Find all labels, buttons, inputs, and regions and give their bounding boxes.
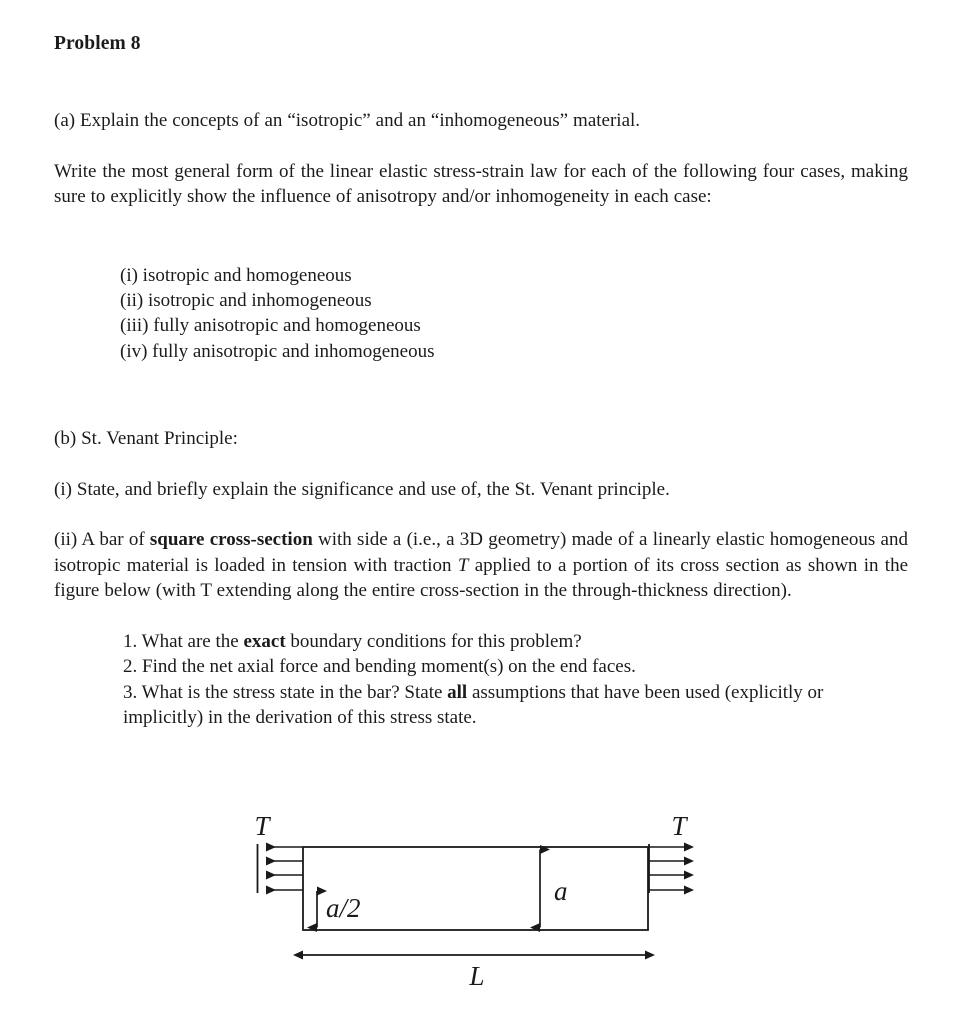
list-item xyxy=(54,654,908,680)
list-item xyxy=(54,629,908,655)
bar-traction-figure xyxy=(0,798,969,1018)
question-3-seg1: 3. What is the stress state in the bar? State xyxy=(123,681,448,703)
part-b-heading: (b) St. Venant Principle: xyxy=(54,428,238,450)
item-ii-seg1: (ii) A bar of xyxy=(54,529,150,551)
part-a-prefix: (a) xyxy=(54,110,76,132)
list-item: (i) isotropic and homogeneous xyxy=(120,264,352,286)
left-traction-arrows xyxy=(266,847,303,890)
right-traction-arrows xyxy=(648,847,684,890)
label-traction-right: T xyxy=(671,811,687,841)
label-height-a: a xyxy=(554,876,568,906)
part-b-item-ii xyxy=(54,527,908,604)
list-item: (iii) fully anisotropic and homogeneous xyxy=(120,315,421,337)
question-1-seg1: 1. What are the xyxy=(123,630,244,652)
page-title: Problem 8 xyxy=(54,33,141,54)
document-content xyxy=(54,32,908,731)
label-length-L: L xyxy=(469,961,485,991)
part-a-instruction: Write the most general form of the linear elastic stress-strain law for each of the following four cases, making sure to explicitly show the influence of anisotropy and/or inhomogeneity in each case: xyxy=(54,160,908,208)
list-item: (iv) fully anisotropic and inhomogeneous xyxy=(120,340,435,362)
question-2-seg1: 2. Find the net axial force and bending moment(s) on the end faces. xyxy=(123,656,636,678)
question-3-seg2: assumptions that have been used (explicitly or implicitly) in the derivation of this stress state. xyxy=(123,681,824,729)
part-b-item-i: (i) State, and briefly explain the significance and use of, the St. Venant principle. xyxy=(54,478,670,500)
part-a-intro xyxy=(54,108,908,134)
question-1-bold-exact: exact xyxy=(243,630,286,652)
label-height-a-half: a/2 xyxy=(326,893,361,923)
part-b-question-list xyxy=(54,629,908,731)
list-item: (ii) isotropic and inhomogeneous xyxy=(120,290,372,312)
item-ii-traction-symbol: T xyxy=(457,554,469,576)
question-1-seg2: boundary conditions for this problem? xyxy=(285,630,582,652)
item-ii-bold-square-cross-section: square cross-section xyxy=(149,529,313,551)
label-traction-left: T xyxy=(254,811,270,841)
part-a-intro-text: Explain the concepts of an “isotropic” and an “inhomogeneous” material. xyxy=(80,110,641,132)
item-ii-seg3: applied to a portion of its cross section as shown in the figure below (with T extending along the entire cross-section in the through-thickness direction). xyxy=(54,554,908,602)
list-item xyxy=(54,680,908,731)
part-a-case-list xyxy=(54,263,908,364)
question-3-bold-all: all xyxy=(447,681,468,703)
item-ii-seg2: with side a (i.e., a 3D geometry) made of a linearly elastic homogeneous and isotropic material is loaded in tension with traction xyxy=(54,529,908,576)
